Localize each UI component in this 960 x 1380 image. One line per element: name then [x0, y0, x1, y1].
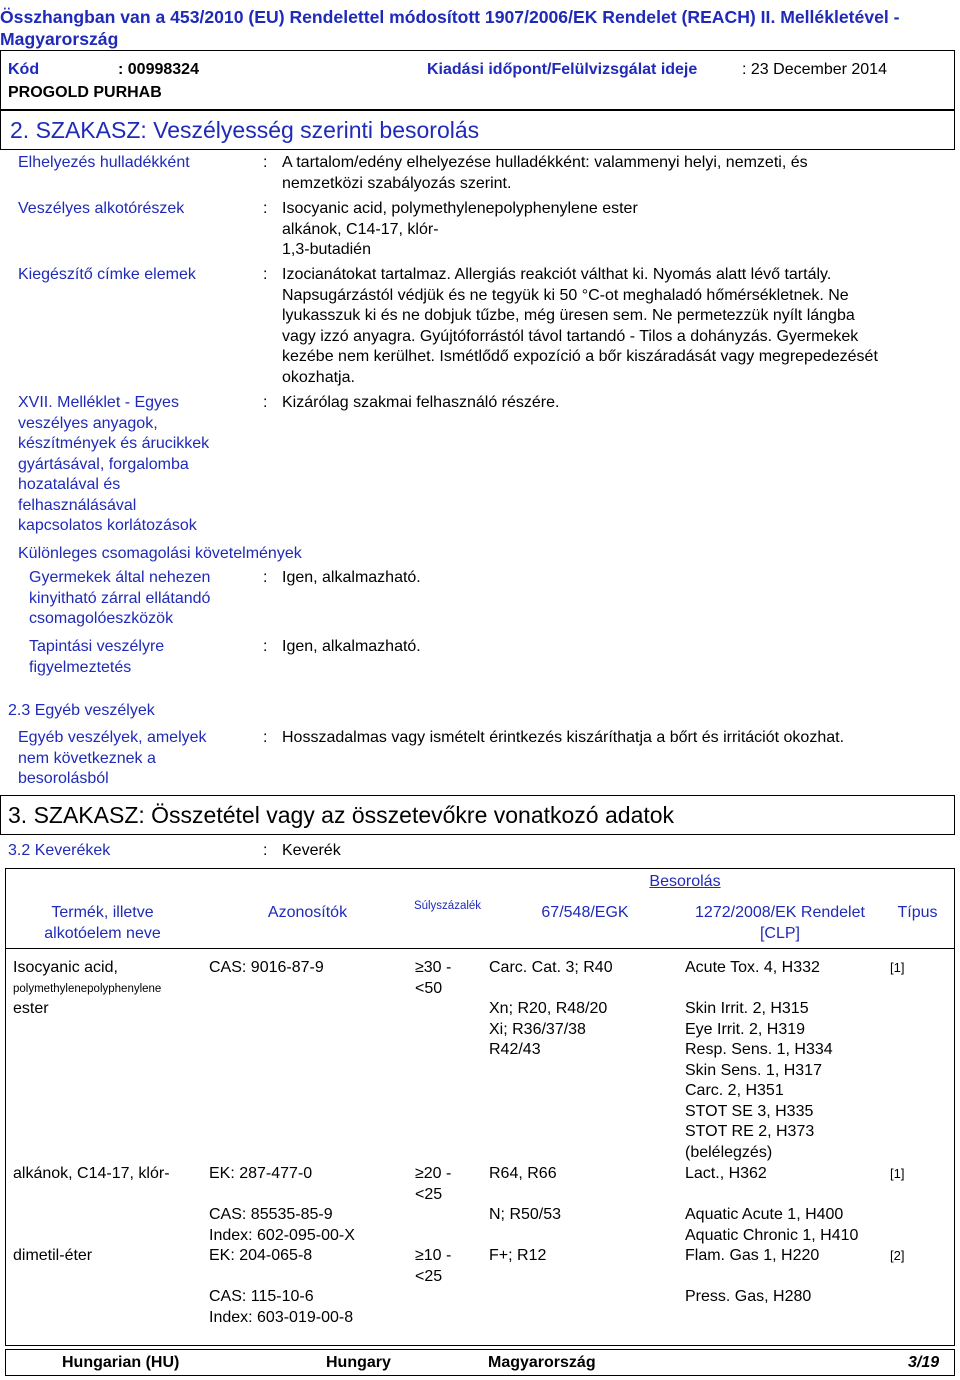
- child-resistant-value: Igen, alkalmazható.: [282, 569, 421, 586]
- other-hazards-value: Hosszadalmas vagy ismételt érintkezés kiszáríthatja a bőrt és irritációt okozhat.: [282, 729, 845, 746]
- table-row-2-name: alkánok, C14-17, klór-: [13, 1165, 170, 1182]
- table-row-3-clp: Flam. Gas 1, H220 Press. Gas, H280: [685, 1247, 820, 1305]
- table-row-3-dsd: F+; R12: [489, 1247, 547, 1264]
- table-row-1-clp: Acute Tox. 4, H332 Skin Irrit. 2, H315 Eye Irrit. 2, H319 Resp. Sens. 1, H334 Skin Sens. 1, H317 Carc. 2, H351 STOT SE 3, H335 STOT RE 2, H373 (belélegzés): [685, 959, 833, 1161]
- tactile-warning-label: Tapintási veszélyre figyelmeztetés: [29, 638, 165, 676]
- table-row-3-ids: EK: 204-065-8 CAS: 115-10-6 Index: 603-019-00-8: [209, 1247, 354, 1326]
- special-packaging-heading: Különleges csomagolási követelmények: [18, 545, 302, 562]
- col-header-type: Típus: [897, 904, 938, 921]
- table-row-2-clp: Lact., H362 Aquatic Acute 1, H400 Aquatic Chronic 1, H410: [685, 1165, 859, 1244]
- other-hazards-label: Egyéb veszélyek, amelyek nem következnek a besorolásból: [18, 729, 207, 787]
- colon: :: [263, 842, 268, 859]
- col-header-name: Termék, illetve alkotóelem neve: [44, 904, 161, 942]
- footer-country-local: Magyarország: [488, 1354, 596, 1371]
- hazardous-components-label: Veszélyes alkotórészek: [18, 200, 185, 217]
- mixtures-value: Keverék: [282, 842, 341, 859]
- table-row-1-ids: CAS: 9016-87-9: [209, 959, 324, 976]
- date-label: Kiadási időpont/Felülvizsgálat ideje: [427, 61, 698, 78]
- supplemental-label-elements-label: Kiegészítő címke elemek: [18, 266, 196, 283]
- table-row-3-name: dimetil-éter: [13, 1247, 93, 1264]
- colon: :: [263, 569, 268, 586]
- table-row-1-dsd: Carc. Cat. 3; R40 Xn; R20, R48/20 Xi; R36/37/38 R42/43: [489, 959, 613, 1058]
- classification-header: Besorolás: [649, 873, 721, 890]
- mixtures-label: 3.2 Keverékek: [8, 842, 111, 859]
- colon: :: [263, 729, 268, 746]
- supplemental-label-elements-value: Izocianátokat tartalmaz. Allergiás reakciót válthat ki. Nyomás alatt lévő tartály. Napsugárzástól védjük és ne tegyük ki 50 °C-ot meghaladó hőmérsékletnek. Ne lyukasszuk ki és ne dobjuk tűzbe, még üresen sem. Ne permetezzük nyílt lángba vagy izzó anyagra. Gyújtóforrástól távol tartandó - Tilos a dohányzás. Gyermekek kezébe nem kerülhet. Ismétlődő expozíció a bőr kiszáradását vagy megrepedezését okozhatja.: [282, 266, 878, 386]
- table-header-divider: [5, 948, 955, 949]
- table-row-2-ids: EK: 287-477-0 CAS: 85535-85-9 Index: 602-095-00-X: [209, 1165, 355, 1244]
- code-label: Kód: [8, 61, 40, 78]
- annex-xvii-value: Kizárólag szakmai felhasználó részére.: [282, 394, 560, 411]
- product-name: PROGOLD PURHAB: [8, 84, 162, 101]
- colon: :: [263, 154, 268, 171]
- table-row-3-weight: ≥10 - <25: [415, 1247, 452, 1285]
- table-row-1-weight: ≥30 - <50: [415, 959, 452, 997]
- child-resistant-label: Gyermekek által nehezen kinyitható zárral ellátandó csomagolóeszközök: [29, 569, 211, 627]
- date-value: : 23 December 2014: [742, 61, 887, 78]
- table-row-1-name: Isocyanic acid, polymethylenepolyphenylene ester: [13, 959, 162, 1017]
- col-header-clp: 1272/2008/EK Rendelet [CLP]: [695, 904, 865, 942]
- hazardous-components-value: Isocyanic acid, polymethylenepolyphenylene ester alkánok, C14-17, klór- 1,3-butadién: [282, 200, 638, 258]
- col-header-weight: Súlyszázalék: [413, 900, 482, 912]
- table-row-1-type: [1]: [890, 960, 905, 975]
- tactile-warning-value: Igen, alkalmazható.: [282, 638, 421, 655]
- code-value: : 00998324: [118, 61, 199, 78]
- disposal-label: Elhelyezés hulladékként: [18, 154, 190, 171]
- disposal-value: A tartalom/edény elhelyezése hulladékként: valammenyi helyi, nemzeti, és nemzetközi szabályozás szerint.: [282, 154, 808, 192]
- other-hazards-heading: 2.3 Egyéb veszélyek: [8, 702, 155, 719]
- section3-heading: 3. SZAKASZ: Összetétel vagy az összetevőkre vonatkozó adatok: [8, 802, 675, 828]
- document-title: Összhangban van a 453/2010 (EU) Rendelettel módosított 1907/2006/EK Rendelet (REACH) II. Mellékletével - Magyarország: [0, 7, 900, 49]
- annex-xvii-label: XVII. Melléklet - Egyes veszélyes anyagok, készítmények és árucikkek gyártásával, forgalomba hozatalával és felhasználásával kapcsolatos korlátozások: [18, 394, 210, 534]
- section2-heading: 2. SZAKASZ: Veszélyesség szerinti besorolás: [10, 117, 480, 143]
- colon: :: [263, 394, 268, 411]
- table-row-2-weight: ≥20 - <25: [415, 1165, 452, 1203]
- table-row-3-type: [2]: [890, 1248, 905, 1263]
- colon: :: [263, 200, 268, 217]
- col-header-dsd: 67/548/EGK: [541, 904, 629, 921]
- footer-language: Hungarian (HU): [62, 1354, 180, 1371]
- table-row-2-type: [1]: [890, 1166, 905, 1181]
- footer-country: Hungary: [326, 1354, 391, 1371]
- footer-page-number: 3/19: [908, 1354, 940, 1371]
- colon: :: [263, 638, 268, 655]
- col-header-ids: Azonosítók: [267, 904, 348, 921]
- table-row-2-dsd: R64, R66 N; R50/53: [489, 1165, 562, 1223]
- colon: :: [263, 266, 268, 283]
